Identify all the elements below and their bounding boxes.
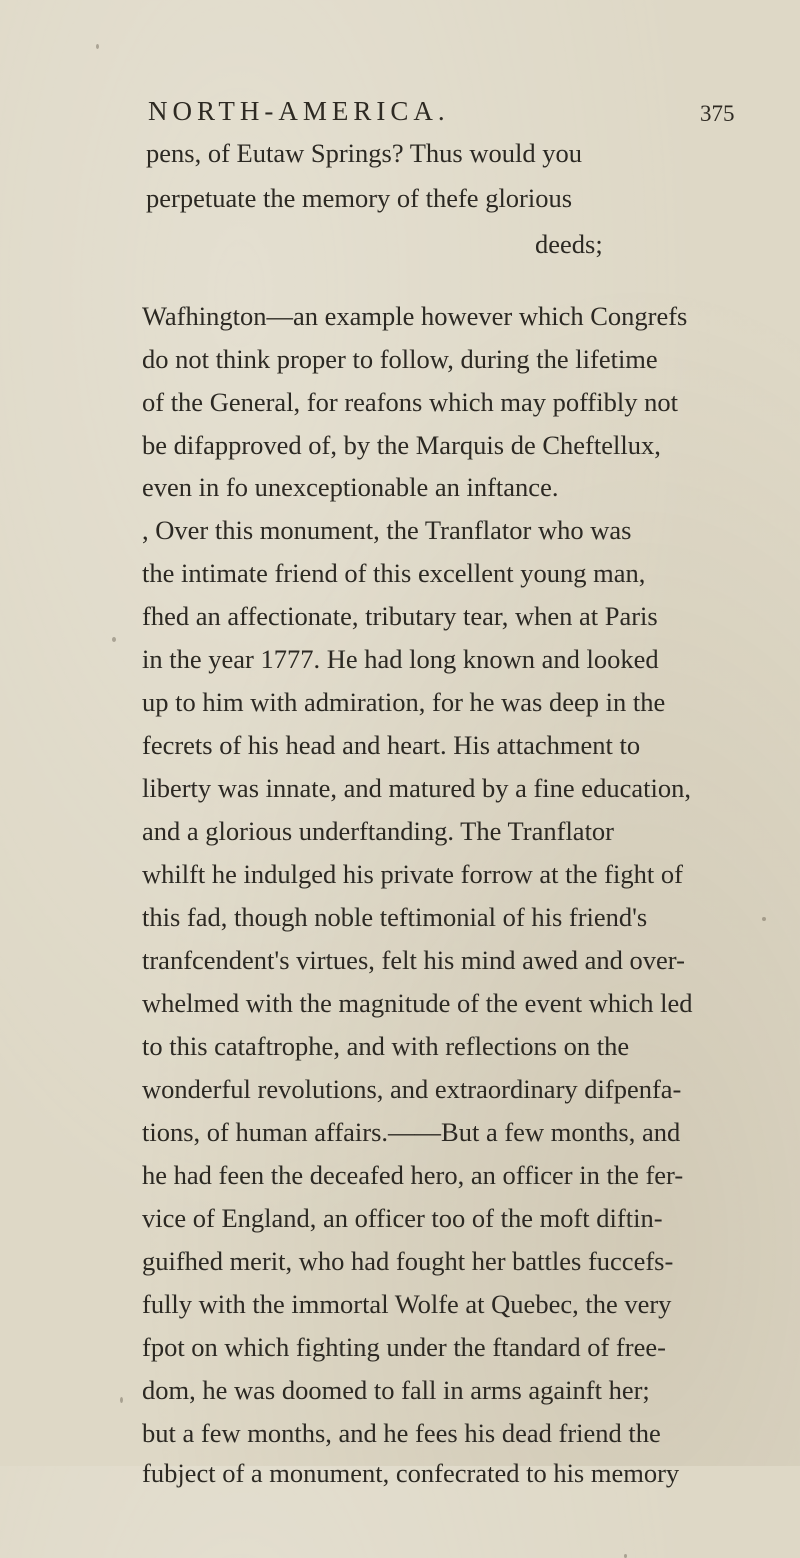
text-line: in the year 1777. He had long known and looked (142, 644, 659, 674)
text-line: guifhed merit, who had fought her battles fuccefs- (142, 1246, 674, 1276)
text-line: deeds; (535, 229, 603, 259)
text-line: liberty was innate, and matured by a fine education, (142, 773, 691, 803)
text-line: the intimate friend of this excellent young man, (142, 558, 646, 588)
paper-speck (112, 637, 116, 642)
text-line: fecrets of his head and heart. His attachment to (142, 730, 641, 760)
text-line: dom, he was doomed to fall in arms againft her; (142, 1375, 650, 1405)
text-line: whilft he indulged his private forrow at the fight of (142, 859, 683, 889)
text-line: pens, of Eutaw Springs? Thus would you (146, 138, 582, 168)
text-line: Wafhington—an example however which Congrefs (142, 301, 688, 331)
text-line: fhed an affectionate, tributary tear, when at Paris (142, 601, 658, 631)
paper-speck (762, 917, 766, 921)
paper-speck (96, 44, 99, 49)
text-line: but a few months, and he fees his dead friend the (142, 1418, 661, 1448)
text-line: whelmed with the magnitude of the event which led (142, 988, 693, 1018)
text-line: tions, of human affairs.——But a few months, and (142, 1117, 681, 1147)
text-line: tranfcendent's virtues, felt his mind awed and over- (142, 945, 685, 975)
paper-speck (624, 1554, 627, 1558)
paper-speck (120, 1397, 123, 1403)
text-line: to this cataftrophe, and with reflections on the (142, 1031, 630, 1061)
text-line: he had feen the deceafed hero, an officer in the fer- (142, 1160, 684, 1190)
text-line: of the General, for reafons which may poffibly not (142, 387, 678, 417)
text-line: perpetuate the memory of thefe glorious (146, 183, 573, 213)
text-line: vice of England, an officer too of the moft diftin- (142, 1203, 663, 1233)
text-line: do not think proper to follow, during the lifetime (142, 344, 658, 374)
text-line: this fad, though noble teftimonial of his friend's (142, 902, 648, 932)
text-line: , Over this monument, the Tranflator who was (142, 515, 632, 545)
text-line: and a glorious underftanding. The Tranflator (142, 816, 615, 846)
text-line: up to him with admiration, for he was deep in the (142, 687, 666, 717)
running-title: NORTH-AMERICA. (148, 96, 450, 126)
page-number: 375 (700, 101, 735, 126)
text-line: be difapproved of, by the Marquis de Cheftellux, (142, 430, 661, 460)
text-line: fully with the immortal Wolfe at Quebec, the very (142, 1289, 672, 1319)
text-line: even in fo unexceptionable an inftance. (142, 472, 559, 502)
text-line: fpot on which fighting under the ftandard of free- (142, 1332, 666, 1362)
text-line: fubject of a monument, confecrated to his memory (142, 1458, 680, 1488)
text-line: wonderful revolutions, and extraordinary difpenfa- (142, 1074, 682, 1104)
